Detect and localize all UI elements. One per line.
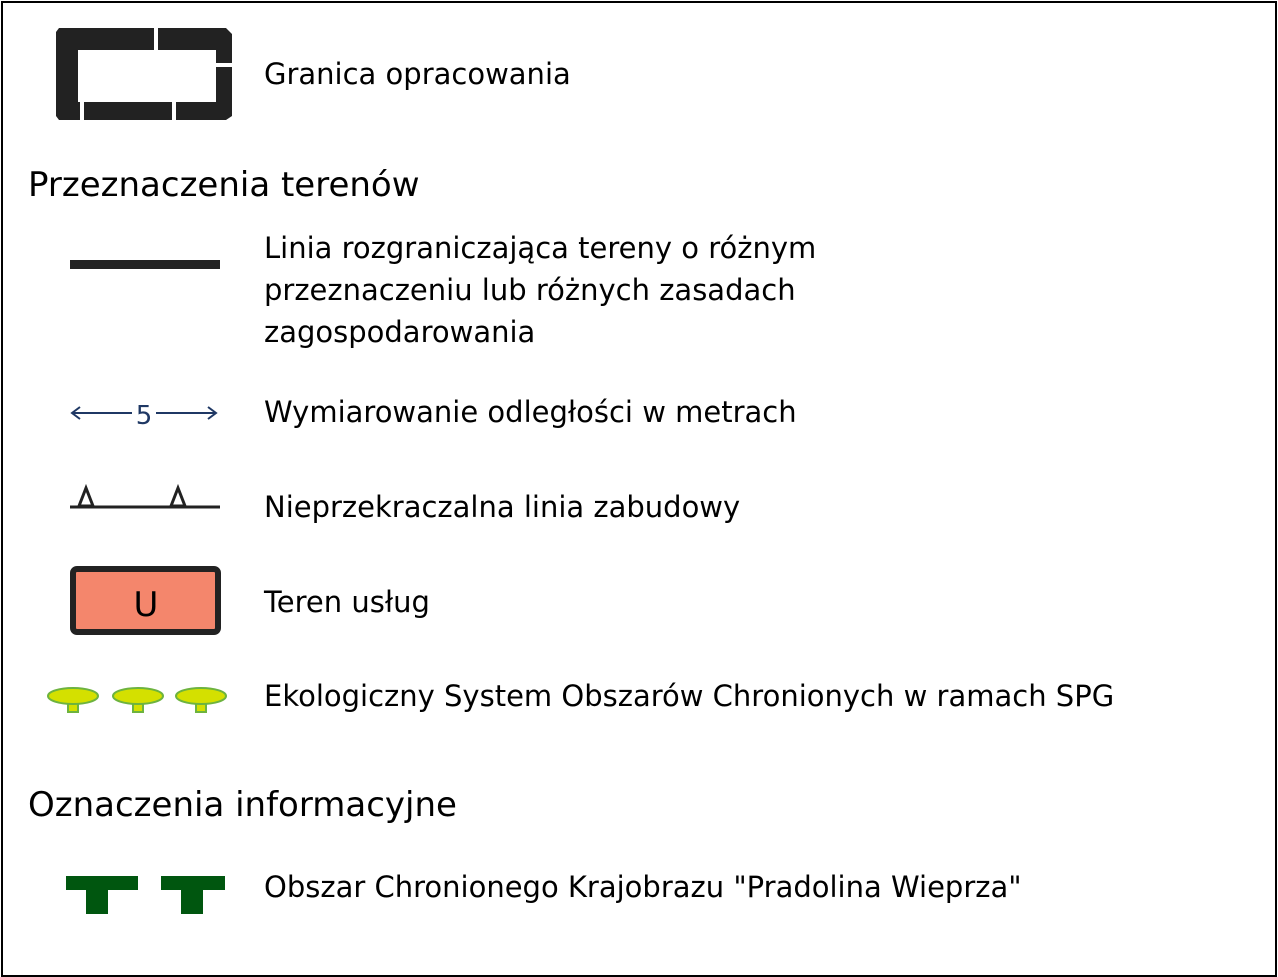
- protected-landscape-label: Obszar Chronionego Krajobrazu "Pradolina Wieprza": [264, 870, 1022, 904]
- dimension-value: 5: [135, 401, 153, 430]
- demarcation-line-label: Linia rozgraniczająca tereny o różnym przeznaczeniu lub różnych zasadach zagospodarowania: [264, 231, 817, 349]
- services-area-label: Teren usług: [264, 585, 430, 619]
- demarcation-line-symbol: [70, 260, 222, 270]
- dimension-label: Wymiarowanie odległości w metrach: [264, 395, 797, 429]
- ecological-system-symbol: [46, 682, 230, 718]
- boundary-label: Granica opracowania: [264, 57, 571, 91]
- services-area-code: U: [133, 585, 159, 625]
- building-line-label: Nieprzekraczalna linia zabudowy: [264, 490, 741, 524]
- section-heading-land-use: Przeznaczenia terenów: [28, 165, 420, 205]
- dimension-arrow-symbol: [70, 398, 220, 430]
- building-line-symbol: [70, 482, 220, 512]
- ecological-system-label: Ekologiczny System Obszarów Chronionych w ramach SPG: [264, 679, 1115, 713]
- protected-landscape-symbol: [66, 876, 228, 916]
- services-area-symbol: [70, 566, 222, 636]
- study-boundary-symbol: [56, 28, 236, 120]
- section-heading-info: Oznaczenia informacyjne: [28, 785, 457, 825]
